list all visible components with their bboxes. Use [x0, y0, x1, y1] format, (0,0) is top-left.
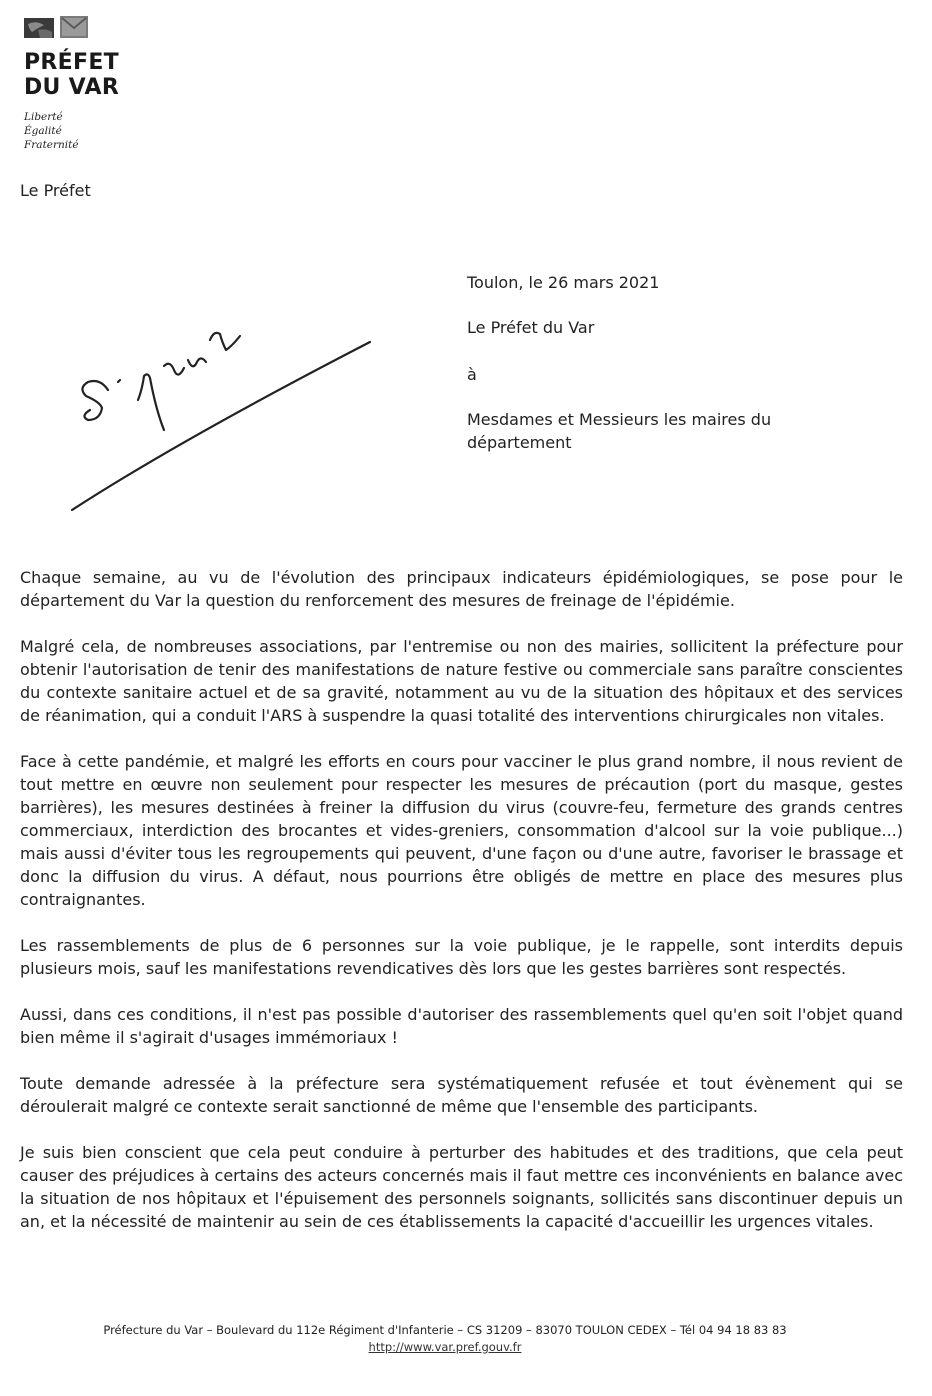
body-paragraph-3: Face à cette pandémie, et malgré les efforts en cours pour vacciner le plus grand nombre, il nous revient de tout mettre en œuvre non seulement pour respecter les mesures de précaution (port du masque, gestes barrières), les mesures destinées à freiner la diffusion du virus (couvre-feu, fermeture des grands centres commerciaux, interdiction des brocantes et vides-greniers, consommation d'alcool sur la voie publique...) mais aussi d'éviter tous les regroupements qui peuvent, d'une façon ou d'une autre, favoriser le brassage et donc la diffusion du virus. A défaut, nous pourrions être obligés de mettre en place des mesures plus contraignantes. — [20, 752, 903, 909]
body-paragraph-6: Toute demande adressée à la préfecture sera systématiquement refusée et tout évènement qui se déroulerait malgré ce contexte serait sanctionné de même que l'ensemble des participants. — [20, 1074, 903, 1116]
org-name-line2: DU VAR — [24, 75, 120, 100]
letter-from: Le Préfet du Var — [467, 318, 595, 337]
body-paragraph-4: Les rassemblements de plus de 6 personnes sur la voie publique, je le rappelle, sont interdits depuis plusieurs mois, sauf les manifestations revendicatives dès lors que les gestes barrières sont respectés. — [20, 936, 903, 978]
republic-motto — [24, 110, 164, 152]
letter-body — [20, 566, 903, 1256]
motto-fraternite: Fraternité — [24, 139, 79, 151]
letter-recipients: Mesdames et Messieurs les maires du département — [467, 410, 772, 452]
place-date: Toulon, le 26 mars 2021 — [467, 273, 660, 292]
org-name-line1: PRÉFET — [24, 50, 119, 75]
motto-liberte: Liberté — [24, 111, 63, 123]
body-paragraph-2: Malgré cela, de nombreuses associations, par l'entremise ou non des mairies, sollicitent la préfecture pour obtenir l'autorisation de tenir des manifestations de nature festive ou commerciale sans paraître conscientes du contexte sanitaire actuel et de sa gravité, notamment au vu de la situation des hôpitaux et des services de réanimation, qui a conduit l'ARS à suspendre la quasi totalité des interventions chirurgicales non vitales. — [20, 637, 903, 725]
letter-to-word: à — [467, 365, 477, 384]
body-paragraph-1: Chaque semaine, au vu de l'évolution des principaux indicateurs épidémiologiques, se pose pour le département du Var la question du renforcement des mesures de freinage de l'épidémie. — [20, 568, 903, 610]
motto-egalite: Égalité — [24, 125, 62, 137]
footer-address: Préfecture du Var – Boulevard du 112e Régiment d'Infanterie – CS 31209 – 83070 TOULON CEDEX – Tél 04 94 18 83 83 — [103, 1323, 787, 1337]
sender-title: Le Préfet — [20, 181, 91, 200]
marianne-logo-icon — [24, 16, 164, 42]
footer — [0, 1322, 890, 1356]
body-paragraph-5: Aussi, dans ces conditions, il n'est pas possible d'autoriser des rassemblements quel qu'en soit l'objet quand bien même il s'agirait d'usages immémoriaux ! — [20, 1005, 903, 1047]
footer-url-link[interactable]: http://www.var.pref.gouv.fr — [368, 1340, 522, 1354]
prefecture-logo — [24, 16, 164, 152]
body-paragraph-7: Je suis bien conscient que cela peut conduire à perturber des habitudes et des traditions, que cela peut causer des préjudices à certains des acteurs concernés mais il faut mettre ces inconvénients en balance avec la situation de nos hôpitaux et l'épuisement des personnels soignants, sollicités sans discontinuer depuis un an, et la nécessité de maintenir au sein de ces établissements la capacité d'accueillir les urgences vitales. — [20, 1143, 903, 1231]
handwritten-signature — [60, 290, 400, 530]
